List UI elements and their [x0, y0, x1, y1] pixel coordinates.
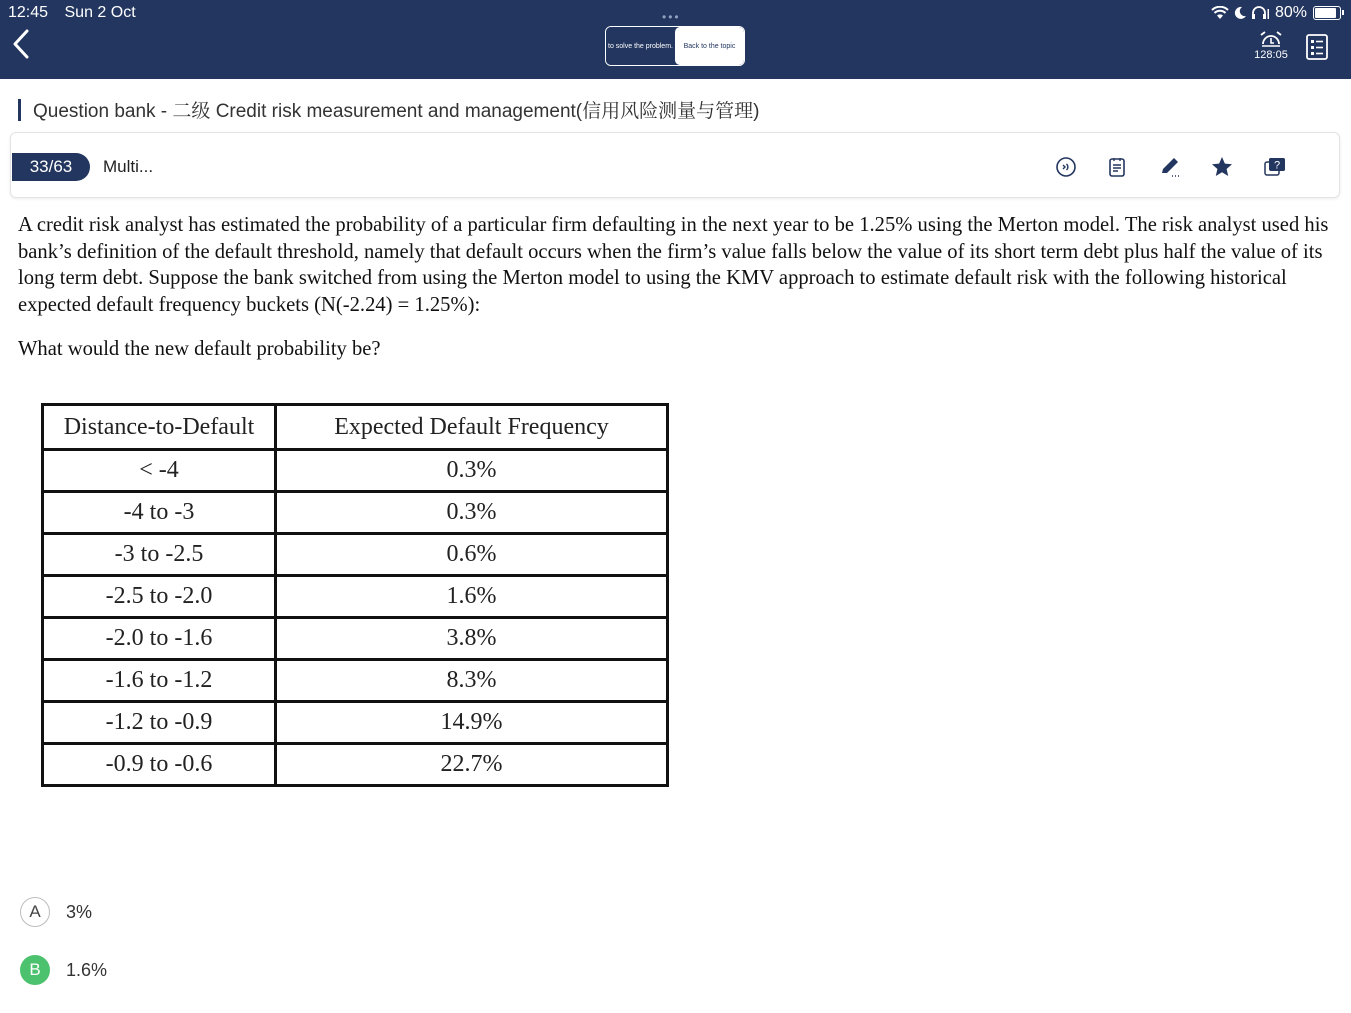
- option-a-letter: A: [20, 897, 50, 927]
- back-button[interactable]: [10, 28, 36, 64]
- notes-icon: [1105, 155, 1129, 179]
- option-a-text: 3%: [66, 901, 93, 922]
- svg-text:?: ?: [1273, 159, 1281, 172]
- edit-button[interactable]: [1158, 155, 1182, 179]
- breadcrumb-accent-bar: [18, 99, 21, 121]
- toggle-back-to-topic[interactable]: Back to the topic: [675, 27, 744, 65]
- headphones-icon: [1251, 6, 1271, 20]
- status-date: Sun 2 Oct: [64, 4, 136, 21]
- table-cell-frequency: 3.8%: [276, 618, 668, 660]
- table-row: [43, 744, 668, 786]
- notes-button[interactable]: [1105, 155, 1129, 179]
- table-row: [43, 576, 668, 618]
- option-b-text: 1.6%: [66, 959, 108, 980]
- multitask-dots-icon[interactable]: •••: [662, 10, 681, 24]
- audio-icon: [1054, 155, 1078, 179]
- pencil-icon: [1158, 155, 1182, 179]
- table-cell-frequency: 8.3%: [276, 660, 668, 702]
- table-cell-distance: -3 to -2.5: [43, 534, 276, 576]
- table-row: [43, 534, 668, 576]
- table-cell-frequency: 1.6%: [276, 576, 668, 618]
- top-bar: [0, 0, 1351, 79]
- star-icon: [1210, 155, 1234, 179]
- toggle-solve-problem[interactable]: to solve the problem.: [606, 27, 675, 65]
- table-row: [43, 450, 668, 492]
- table-row: [43, 660, 668, 702]
- question-type-label: Multi...: [103, 157, 154, 176]
- table-row: [43, 702, 668, 744]
- status-bar-left: [8, 4, 148, 22]
- table-header-frequency: Expected Default Frequency: [276, 405, 668, 450]
- table-cell-frequency: 0.6%: [276, 534, 668, 576]
- answer-sheet-button[interactable]: [1306, 34, 1328, 65]
- table-header-distance: Distance-to-Default: [43, 405, 276, 450]
- battery-percent: 80%: [1274, 4, 1307, 21]
- table-header-row: [43, 405, 668, 450]
- option-a[interactable]: [20, 897, 92, 927]
- chevron-left-icon: [10, 28, 32, 60]
- timer-value: 128:05: [1254, 49, 1288, 61]
- battery-icon: [1313, 6, 1341, 20]
- table-row: [43, 618, 668, 660]
- exam-timer[interactable]: [1250, 30, 1292, 61]
- table-cell-frequency: 22.7%: [276, 744, 668, 786]
- table-cell-frequency: 0.3%: [276, 450, 668, 492]
- table-cell-distance: -0.9 to -0.6: [43, 744, 276, 786]
- question-header-card: [10, 132, 1340, 198]
- ask-question-button[interactable]: [1263, 155, 1287, 179]
- answer-sheet-icon: [1306, 34, 1328, 60]
- question-chat-icon: [1263, 155, 1287, 179]
- table-cell-distance: -2.5 to -2.0: [43, 576, 276, 618]
- alarm-clock-icon: [1259, 30, 1283, 48]
- option-b[interactable]: [20, 955, 107, 985]
- status-bar-right: [1211, 4, 1341, 22]
- table-cell-frequency: 0.3%: [276, 492, 668, 534]
- status-time: 12:45: [8, 4, 49, 21]
- breadcrumb-text: Question bank - 二级 Credit risk measurement and management(信用风险测量与管理): [33, 101, 760, 122]
- breadcrumb: [18, 96, 759, 123]
- moon-icon: [1233, 6, 1247, 20]
- table-cell-distance: -2.0 to -1.6: [43, 618, 276, 660]
- table-row: [43, 492, 668, 534]
- question-text: A credit risk analyst has estimated the probability of a particular firm defaulting in the next year to be 1.25% using the Merton model. The risk analyst used his bank’s definition of the default threshold, namely that default occurs when the firm’s value falls below the value of its short term debt plus half the value of its long term debt. Suppose the bank switched from using the Merton model to using the KMV approach to estimate default risk with the following historical expected default frequency buckets (N(-2.24) = 1.25%):: [18, 214, 1329, 316]
- edf-table: [41, 403, 669, 787]
- table-cell-distance: < -4: [43, 450, 276, 492]
- option-b-letter: B: [20, 955, 50, 985]
- question-counter: 33/63: [12, 153, 90, 181]
- audio-button[interactable]: [1054, 155, 1078, 179]
- mode-toggle[interactable]: [605, 26, 745, 66]
- table-cell-distance: -1.2 to -0.9: [43, 702, 276, 744]
- favorite-button[interactable]: [1210, 155, 1234, 179]
- wifi-icon: [1211, 6, 1229, 20]
- table-cell-frequency: 14.9%: [276, 702, 668, 744]
- question-prompt: What would the new default probability be?: [18, 338, 381, 360]
- table-cell-distance: -1.6 to -1.2: [43, 660, 276, 702]
- table-cell-distance: -4 to -3: [43, 492, 276, 534]
